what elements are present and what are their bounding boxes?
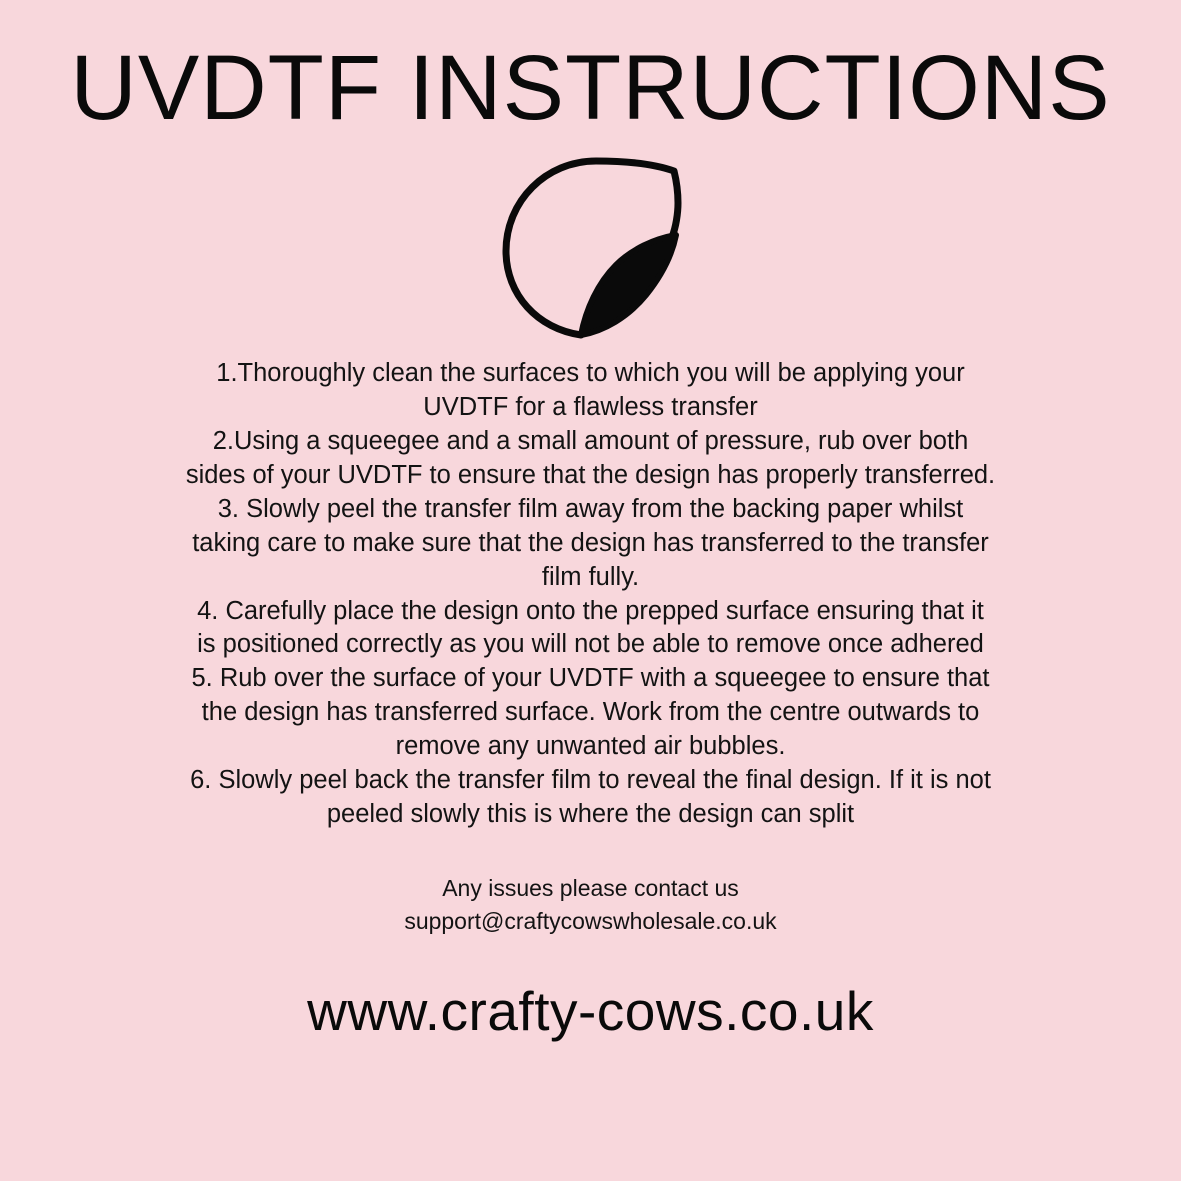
instruction-step: 2.Using a squeegee and a small amount of pressure, rub over both sides of your UVDTF to ensure that the design has properly transferred.: [185, 427, 996, 489]
instruction-step: 6. Slowly peel back the transfer film to reveal the final design. If it is not peeled slowly this is where the design can split: [190, 766, 991, 828]
instruction-step: 1.Thoroughly clean the surfaces to which you will be applying your UVDTF for a flawless transfer: [216, 359, 965, 422]
peeling-sticker-graphic: [481, 149, 701, 339]
instruction-step: 5. Rub over the surface of your UVDTF with a squeegee to ensure that the design has transferred surface. Work from the centre outwards to remove any unwanted air bubbles.: [191, 664, 990, 761]
support-email: support@craftycowswholesale.co.uk: [404, 907, 777, 934]
instruction-step: 3. Slowly peel the transfer film away from the backing paper whilst taking care to make sure that the design has transferred to the transfer film fully.: [192, 494, 989, 591]
instruction-step: 4. Carefully place the design onto the prepped surface ensuring that it is positioned correctly as you will not be able to remove once adhered: [197, 596, 984, 659]
contact-line: Any issues please contact us: [442, 874, 739, 901]
website-url: www.crafty-cows.co.uk: [307, 980, 874, 1043]
page-title: UVDTF INSTRUCTIONS: [70, 37, 1111, 139]
instruction-steps: [186, 357, 996, 832]
contact-block: [211, 872, 971, 937]
peeling-sticker-icon: [486, 149, 696, 339]
